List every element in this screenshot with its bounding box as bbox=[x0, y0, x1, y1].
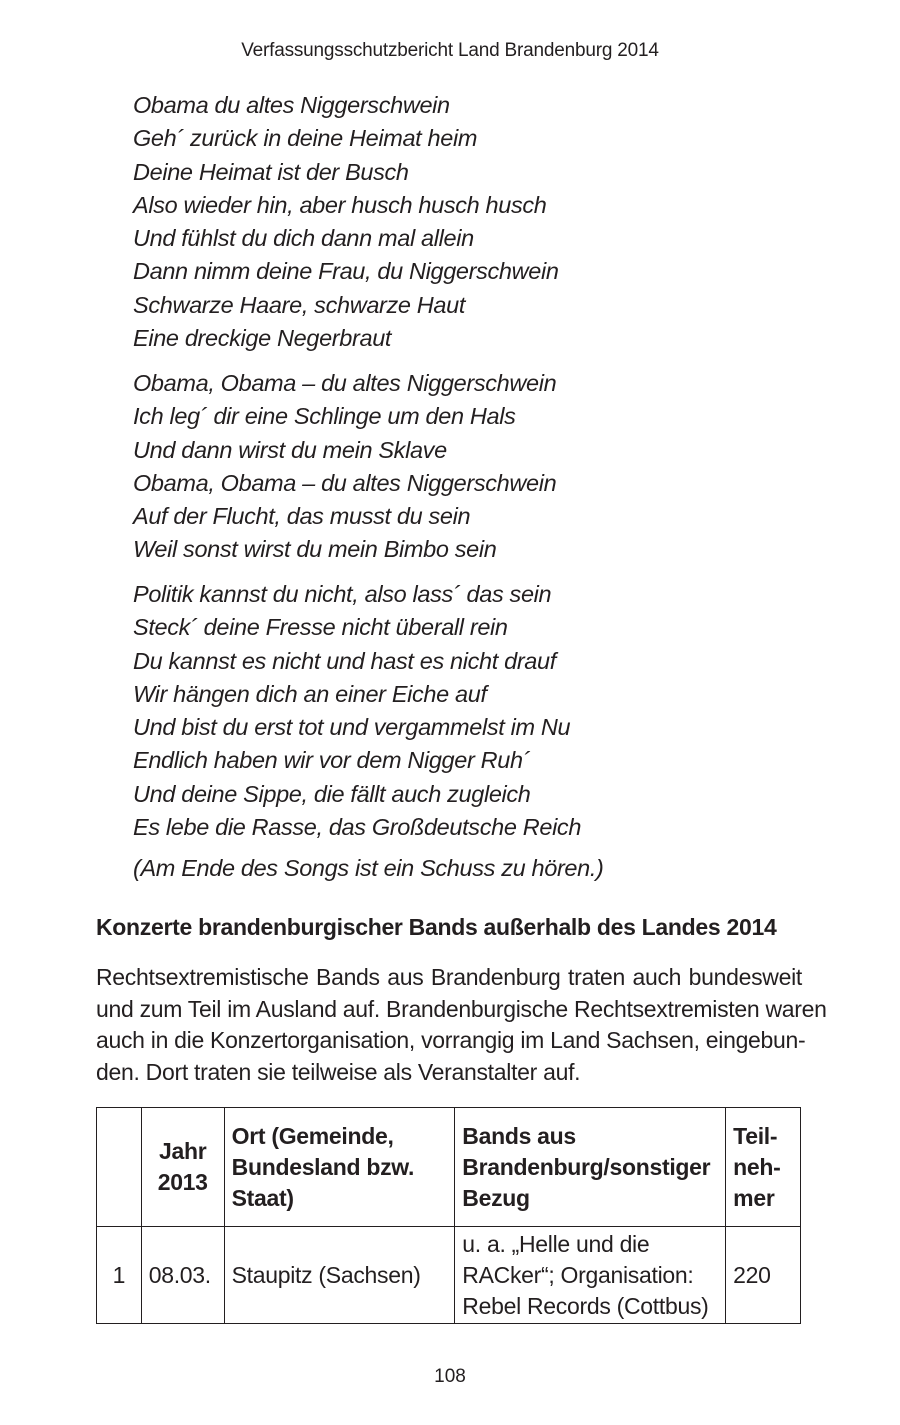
header-ort-line: Staat) bbox=[231, 1184, 294, 1211]
header-bands-line: Brandenburg/sonstiger bbox=[462, 1153, 711, 1180]
verse-line: Es lebe die Rasse, das Großdeutsche Reich bbox=[133, 814, 582, 841]
verse-line: Und bist du erst tot und vergammelst im Nu bbox=[133, 714, 571, 741]
header-ort bbox=[224, 1108, 455, 1227]
running-head: Verfassungsschutzbericht Land Brandenburg 2014 bbox=[241, 40, 659, 61]
header-bands bbox=[455, 1108, 726, 1227]
paragraph-line: Rechtsextremistische Bands aus Brandenburg traten auch bundesweit bbox=[96, 964, 802, 990]
verse-line: Und dann wirst du mein Sklave bbox=[133, 436, 447, 463]
verse-line: Deine Heimat ist der Busch bbox=[133, 158, 409, 185]
concerts-table bbox=[96, 1107, 801, 1324]
paragraph-line: den. Dort traten sie teilweise als Veranstalter auf. bbox=[96, 1058, 581, 1085]
verse-line: Steck´ deine Fresse nicht überall rein bbox=[133, 614, 508, 641]
header-jahr-line: Jahr bbox=[158, 1138, 207, 1164]
lyrics-stanza-2 bbox=[133, 367, 833, 567]
cell-nr: 1 bbox=[97, 1227, 142, 1324]
table-row bbox=[97, 1227, 801, 1324]
verse-line: Und deine Sippe, die fällt auch zugleich bbox=[133, 780, 531, 807]
page-number: 108 bbox=[434, 1366, 466, 1387]
header-ort-line: Bundesland bzw. bbox=[231, 1153, 415, 1180]
verse-line: Obama, Obama – du altes Niggerschwein bbox=[133, 370, 557, 396]
verse-line: Politik kannst du nicht, also lass´ das sein bbox=[133, 581, 552, 607]
cell-bands bbox=[455, 1227, 726, 1324]
table-header-row bbox=[97, 1108, 801, 1227]
cell-bands-line: RACker“; Organisation: bbox=[462, 1261, 694, 1288]
verse-line: Weil sonst wirst du mein Bimbo sein bbox=[133, 536, 497, 563]
header-jahr bbox=[141, 1108, 224, 1227]
verse-line: Eine dreckige Negerbraut bbox=[133, 325, 392, 352]
verse-line: Auf der Flucht, das musst du sein bbox=[133, 503, 471, 530]
verse-line: Schwarze Haare, schwarze Haut bbox=[133, 291, 466, 318]
verse-line: Endlich haben wir vor dem Nigger Ruh´ bbox=[133, 747, 531, 774]
header-teilnehmer bbox=[726, 1108, 801, 1227]
header-teilnehmer-line: Teil- bbox=[733, 1122, 778, 1149]
header-teilnehmer-line: neh- bbox=[733, 1153, 781, 1180]
header-nr bbox=[97, 1108, 142, 1227]
section-heading: Konzerte brandenburgischer Bands außerhalb des Landes 2014 bbox=[96, 914, 777, 940]
cell-datum: 08.03. bbox=[141, 1227, 224, 1324]
cell-teilnehmer: 220 bbox=[726, 1227, 801, 1324]
verse-line: Und fühlst du dich dann mal allein bbox=[133, 225, 474, 252]
header-ort-line: Ort (Gemeinde, bbox=[231, 1122, 394, 1149]
lyrics-stanza-3 bbox=[133, 578, 833, 844]
song-end-note: (Am Ende des Songs ist ein Schuss zu hören.) bbox=[133, 855, 604, 881]
verse-line: Wir hängen dich an einer Eiche auf bbox=[133, 680, 487, 707]
lyrics-stanza-1 bbox=[133, 89, 833, 355]
cell-bands-line: u. a. „Helle und die bbox=[462, 1230, 650, 1257]
verse-line: Dann nimm deine Frau, du Niggerschwein bbox=[133, 258, 559, 285]
verse-line: Ich leg´ dir eine Schlinge um den Hals bbox=[133, 403, 516, 430]
verse-line: Also wieder hin, aber husch husch husch bbox=[133, 191, 547, 218]
body-paragraph bbox=[96, 962, 827, 1088]
header-bands-line: Bezug bbox=[462, 1184, 530, 1211]
lyrics-note bbox=[133, 852, 833, 885]
paragraph-line: auch in die Konzertorganisation, vorrangig im Land Sachsen, eingebun- bbox=[96, 1027, 806, 1053]
header-jahr-line: 2013 bbox=[157, 1169, 208, 1195]
verse-line: Obama, Obama – du altes Niggerschwein bbox=[133, 469, 557, 496]
verse-line: Du kannst es nicht und hast es nicht drauf bbox=[133, 647, 556, 674]
verse-line: Obama du altes Niggerschwein bbox=[133, 92, 450, 118]
header-bands-line: Bands aus bbox=[462, 1122, 576, 1149]
header-teilnehmer-line: mer bbox=[733, 1184, 775, 1211]
verse-line: Geh´ zurück in deine Heimat heim bbox=[133, 125, 478, 152]
cell-ort: Staupitz (Sachsen) bbox=[224, 1227, 455, 1324]
cell-bands-line: Rebel Records (Cottbus) bbox=[462, 1292, 709, 1319]
paragraph-line: und zum Teil im Ausland auf. Brandenburgische Rechtsextremisten waren bbox=[96, 995, 827, 1022]
